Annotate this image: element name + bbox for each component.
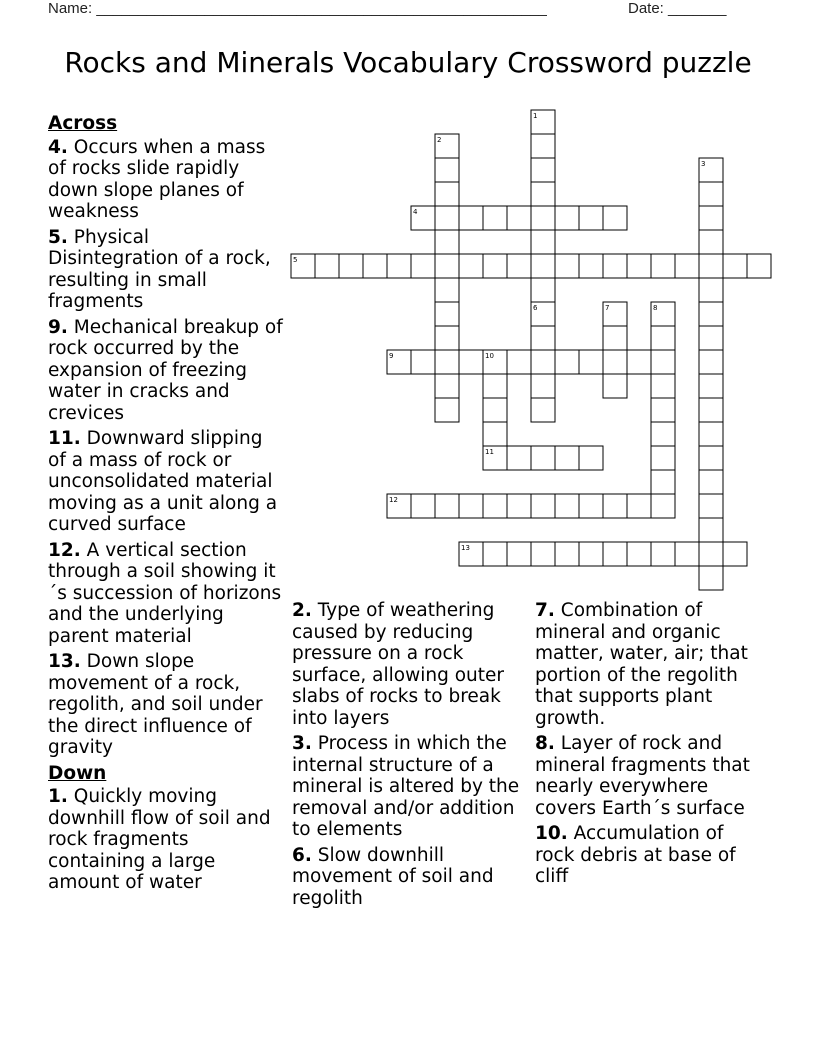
crossword-cell[interactable] [483,422,507,446]
crossword-cell[interactable] [435,350,459,374]
crossword-cell[interactable] [555,206,579,230]
cell-number: 8 [653,304,658,312]
clue-down-2: 2. Type of weathering caused by reducing pressure on a rock surface, allowing outer slabs of rocks to break into layers [292,600,504,729]
crossword-cell[interactable] [459,254,483,278]
crossword-cell[interactable] [603,542,627,566]
crossword-cell[interactable] [651,254,675,278]
cell-number: 9 [389,352,394,360]
crossword-cell[interactable] [483,254,507,278]
crossword-cell[interactable] [531,398,555,422]
crossword-cell[interactable] [651,350,675,374]
crossword-cell[interactable] [507,206,531,230]
crossword-cell[interactable] [483,542,507,566]
cell-number: 1 [533,112,538,120]
clue-across-5: 5. Physical Disintegration of a rock, resulting in small fragments [48,226,271,312]
clue-across-4: 4. Occurs when a mass of rocks slide rapidly down slope planes of weakness [48,136,266,222]
crossword-cell[interactable] [435,254,459,278]
crossword-cell[interactable] [699,254,723,278]
crossword-cell[interactable] [531,230,555,254]
crossword-cell[interactable] [675,254,699,278]
crossword-cell[interactable] [579,446,603,470]
crossword-cell[interactable] [531,158,555,182]
crossword-cell[interactable] [699,278,723,302]
crossword-cell[interactable] [507,254,531,278]
crossword-cell[interactable] [531,350,555,374]
crossword-cell[interactable] [435,206,459,230]
crossword-cell[interactable] [699,422,723,446]
crossword-cell[interactable] [483,206,507,230]
crossword-cell[interactable] [555,494,579,518]
crossword-cell[interactable] [531,446,555,470]
crossword-cell[interactable] [699,470,723,494]
clue-column-right [535,600,767,892]
cell-number: 4 [413,208,418,216]
crossword-cell[interactable] [699,206,723,230]
across-heading: Across [48,113,118,134]
crossword-cell[interactable] [627,542,651,566]
crossword-cell[interactable] [555,542,579,566]
crossword-cell[interactable] [339,254,363,278]
crossword-cell[interactable] [507,542,531,566]
crossword-cell[interactable] [651,494,675,518]
crossword-cell[interactable] [699,446,723,470]
crossword-cell[interactable] [699,494,723,518]
cell-number: 7 [605,304,610,312]
clue-across-12: 12. A vertical section through a soil showing it´s succession of horizons and the underlying parent material [48,539,282,647]
crossword-cell[interactable] [699,230,723,254]
clue-column-middle [292,600,520,913]
crossword-cell[interactable] [483,494,507,518]
cell-number: 11 [485,448,494,456]
crossword-cell[interactable] [699,566,723,590]
crossword-cell[interactable] [651,446,675,470]
date-line: Date: _______ [628,0,727,17]
crossword-cell[interactable] [603,350,627,374]
crossword-cell[interactable] [435,158,459,182]
crossword-cell[interactable] [627,350,651,374]
clue-down-7: 7. Combination of mineral and organic matter, water, air; that portion of the regolith that supports plant growth. [535,600,748,729]
cell-number: 12 [389,496,398,504]
crossword-cell[interactable] [435,278,459,302]
crossword-cell[interactable] [435,494,459,518]
crossword-cell[interactable] [411,254,435,278]
crossword-cell[interactable] [507,494,531,518]
crossword-cell[interactable] [531,206,555,230]
crossword-cell[interactable] [411,350,435,374]
crossword-cell[interactable] [627,254,651,278]
crossword-cell[interactable] [747,254,771,278]
clue-down-3: 3. Process in which the internal structure of a mineral is altered by the removal and/or addition to elements [292,733,520,840]
crossword-cell[interactable] [435,230,459,254]
crossword-cell[interactable] [651,326,675,350]
crossword-cell[interactable] [651,470,675,494]
cell-number: 6 [533,304,538,312]
crossword-cell[interactable] [435,326,459,350]
crossword-cell[interactable] [603,254,627,278]
cell-number: 13 [461,544,470,552]
clue-across-9: 9. Mechanical breakup of rock occurred by the expansion of freezing water in cracks and crevices [48,316,283,424]
crossword-cell[interactable] [699,518,723,542]
crossword-cell[interactable] [483,374,507,398]
crossword-cell[interactable] [651,542,675,566]
crossword-cell[interactable] [459,206,483,230]
crossword-cell[interactable] [435,182,459,206]
page-title: Rocks and Minerals Vocabulary Crossword puzzle [64,46,752,79]
clue-down-1: 1. Quickly moving downhill flow of soil and rock fragments containing a large amount of water [48,786,271,893]
crossword-cell[interactable] [603,494,627,518]
crossword-cell[interactable] [699,182,723,206]
crossword-cell[interactable] [627,494,651,518]
crossword-cell[interactable] [603,206,627,230]
crossword-cell[interactable] [723,542,747,566]
crossword-cell[interactable] [363,254,387,278]
crossword-cell[interactable] [507,350,531,374]
crossword-cell[interactable] [435,302,459,326]
crossword-cell[interactable] [435,374,459,398]
crossword-cell[interactable] [411,494,435,518]
crossword-cell[interactable] [651,374,675,398]
clue-down-8: 8. Layer of rock and mineral fragments that nearly everywhere covers Earth´s surface [535,733,750,819]
crossword-cell[interactable] [315,254,339,278]
name-line: Name: ______________________________________________________ [48,0,547,17]
crossword-cell[interactable] [531,254,555,278]
crossword-cell[interactable] [531,134,555,158]
crossword-cell[interactable] [555,350,579,374]
crossword-cell[interactable] [579,542,603,566]
cell-number: 5 [293,256,298,264]
crossword-cell[interactable] [699,326,723,350]
crossword-cell[interactable] [579,350,603,374]
crossword-cell[interactable] [531,494,555,518]
crossword-cell[interactable] [579,206,603,230]
crossword-cell[interactable] [651,398,675,422]
crossword-cell[interactable] [555,254,579,278]
clue-across-13: 13. Down slope movement of a rock, regolith, and soil under the direct influence of gravity [48,651,263,758]
crossword-cell[interactable] [531,278,555,302]
crossword-cell[interactable] [699,350,723,374]
crossword-cell[interactable] [723,254,747,278]
crossword-cell[interactable] [459,350,483,374]
crossword-cell[interactable] [531,374,555,398]
crossword-cell[interactable] [603,374,627,398]
clue-column-left [48,113,284,898]
crossword-cell[interactable] [651,422,675,446]
crossword-cell[interactable] [699,302,723,326]
crossword-cell[interactable] [435,398,459,422]
cell-number: 10 [485,352,494,360]
cell-number: 2 [437,136,442,144]
cell-number: 3 [701,160,706,168]
crossword-cell[interactable] [555,446,579,470]
clue-down-6: 6. Slow downhill movement of soil and regolith [292,844,494,909]
crossword-cell[interactable] [579,254,603,278]
crossword-cell[interactable] [531,542,555,566]
crossword-cell[interactable] [483,398,507,422]
crossword-cell[interactable] [459,494,483,518]
down-heading: Down [48,762,107,784]
clue-down-10: 10. Accumulation of rock debris at base of cliff [535,823,736,887]
crossword-cell[interactable] [531,326,555,350]
crossword-cell[interactable] [387,254,411,278]
crossword-cell[interactable] [579,494,603,518]
crossword-cell[interactable] [699,542,723,566]
crossword-cell[interactable] [507,446,531,470]
crossword-cell[interactable] [699,398,723,422]
crossword-cell[interactable] [603,326,627,350]
crossword-cell[interactable] [699,374,723,398]
crossword-cell[interactable] [531,182,555,206]
crossword-cell[interactable] [675,542,699,566]
clue-across-11: 11. Downward slipping of a mass of rock or unconsolidated material moving as a unit along a curved surface [48,428,278,535]
